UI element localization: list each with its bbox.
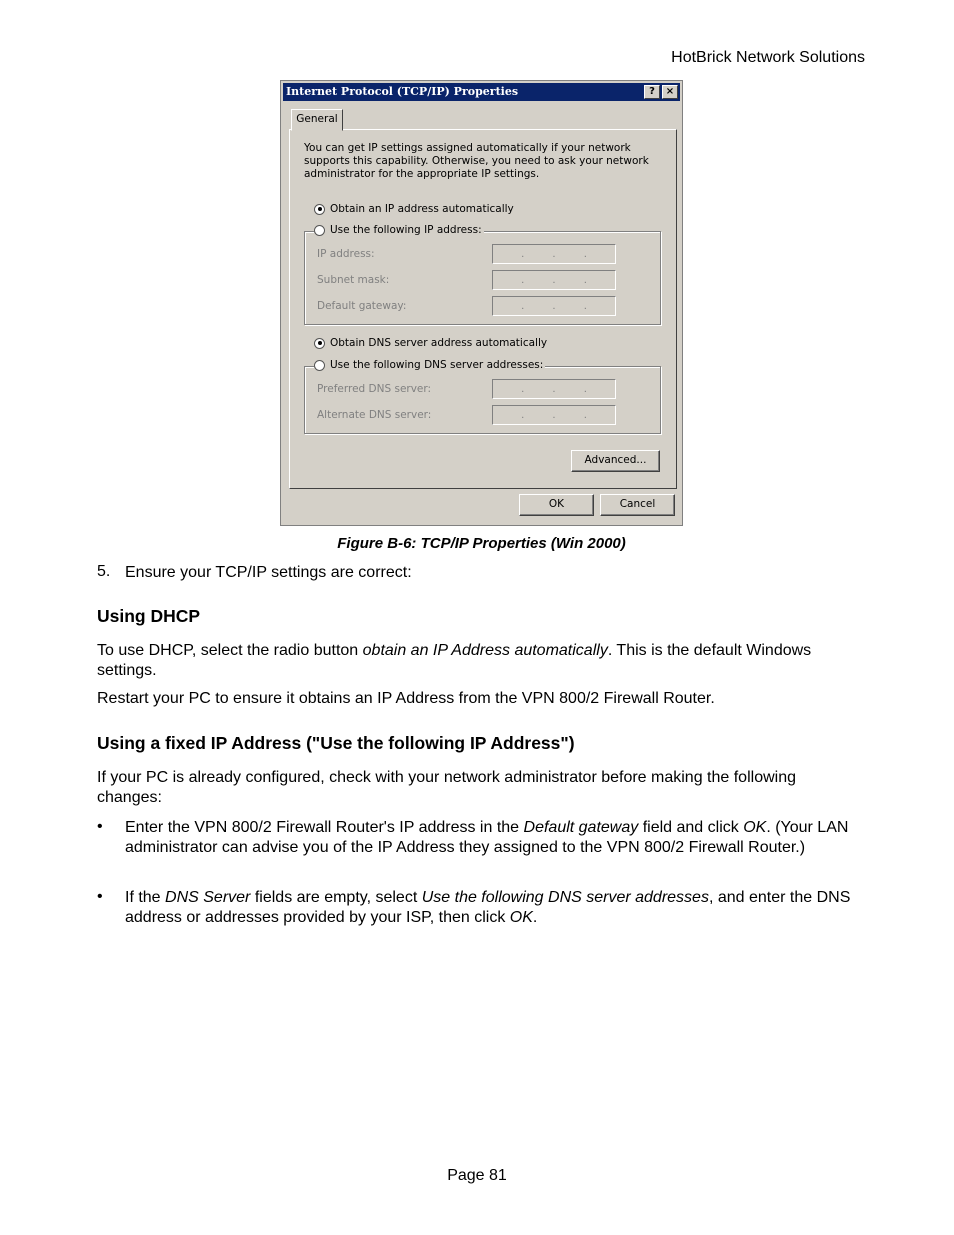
ip-dot: . bbox=[521, 300, 525, 312]
bullet-icon: • bbox=[97, 888, 103, 905]
bullet-icon: • bbox=[97, 818, 103, 835]
subnet-mask-row bbox=[317, 270, 637, 290]
running-header: HotBrick Network Solutions bbox=[671, 49, 865, 66]
emphasis: DNS Server bbox=[165, 889, 251, 906]
ip-address-row bbox=[317, 244, 637, 264]
ip-dot: . bbox=[583, 409, 587, 421]
text-run: . (Your LAN administrator can advise you of the IP Address they assigned to the VPN 800/2 Firewall Router.) bbox=[125, 819, 849, 856]
ip-dot: . bbox=[583, 274, 587, 286]
ip-address-label: IP address: bbox=[317, 248, 375, 260]
text-run: To use DHCP, select the radio button bbox=[97, 642, 363, 659]
default-gateway-field[interactable] bbox=[492, 296, 616, 316]
tcpip-properties-dialog bbox=[280, 80, 683, 526]
radio-unselected-icon bbox=[314, 225, 325, 236]
preferred-dns-row bbox=[317, 379, 637, 399]
subnet-mask-field[interactable] bbox=[492, 270, 616, 290]
text-run: fields are empty, select bbox=[250, 889, 422, 906]
alternate-dns-label: Alternate DNS server: bbox=[317, 409, 432, 421]
step-number: 5. bbox=[97, 563, 111, 580]
fixed-ip-intro: If your PC is already configured, check with your network administrator before making the following changes: bbox=[97, 769, 796, 806]
ip-dot: . bbox=[521, 274, 525, 286]
default-gateway-label: Default gateway: bbox=[317, 300, 407, 312]
radio-unselected-icon bbox=[314, 360, 325, 371]
dialog-description: You can get IP settings assigned automatically if your network supports this capability. Otherwise, you need to ask your network administrator for the appropriate IP settings. bbox=[304, 142, 649, 180]
text-run: . This is the default Windows settings. bbox=[97, 642, 812, 679]
dhcp-heading: Using DHCP bbox=[97, 606, 201, 626]
subnet-mask-label: Subnet mask: bbox=[317, 274, 390, 286]
preferred-dns-field[interactable] bbox=[492, 379, 616, 399]
radio-use-dns[interactable] bbox=[314, 359, 545, 371]
emphasis: Use the following DNS server addresses bbox=[421, 889, 709, 906]
text-run: Enter the VPN 800/2 Firewall Router's IP address in the bbox=[125, 819, 524, 836]
ok-button[interactable]: OK bbox=[519, 494, 594, 516]
ip-dot: . bbox=[521, 409, 525, 421]
ip-dot: . bbox=[552, 383, 556, 395]
step-text: Ensure your TCP/IP settings are correct: bbox=[125, 564, 412, 581]
ip-dot: . bbox=[552, 409, 556, 421]
fixed-ip-heading: Using a fixed IP Address ("Use the following IP Address") bbox=[97, 733, 575, 753]
radio-obtain-ip-label: Obtain an IP address automatically bbox=[330, 203, 514, 215]
radio-use-ip[interactable] bbox=[314, 224, 484, 236]
text-run: . bbox=[532, 909, 538, 926]
radio-obtain-ip[interactable] bbox=[314, 203, 514, 215]
dhcp-paragraph-2: Restart your PC to ensure it obtains an IP Address from the VPN 800/2 Firewall Router. bbox=[97, 690, 715, 707]
ip-dot: . bbox=[521, 248, 525, 260]
cancel-button[interactable]: Cancel bbox=[600, 494, 675, 516]
radio-obtain-dns-label: Obtain DNS server address automatically bbox=[330, 337, 548, 349]
dialog-titlebar bbox=[283, 83, 680, 101]
dhcp-paragraph-1 bbox=[97, 641, 817, 681]
bullet-item-gateway bbox=[125, 818, 870, 858]
ip-address-field[interactable] bbox=[492, 244, 616, 264]
ip-dot: . bbox=[552, 274, 556, 286]
emphasis: OK bbox=[743, 819, 767, 836]
ip-dot: . bbox=[552, 248, 556, 260]
emphasis: Default gateway bbox=[523, 819, 639, 836]
radio-use-dns-label: Use the following DNS server addresses: bbox=[330, 359, 544, 371]
default-gateway-row bbox=[317, 296, 637, 316]
ip-dot: . bbox=[583, 383, 587, 395]
figure-caption: Figure B-6: TCP/IP Properties (Win 2000) bbox=[337, 535, 626, 552]
advanced-button[interactable]: Advanced... bbox=[571, 450, 660, 472]
alternate-dns-field[interactable] bbox=[492, 405, 616, 425]
radio-obtain-dns[interactable] bbox=[314, 337, 547, 349]
emphasis: OK bbox=[509, 909, 533, 926]
text-run: If the bbox=[125, 889, 166, 906]
preferred-dns-label: Preferred DNS server: bbox=[317, 383, 432, 395]
emphasis: obtain an IP Address automatically bbox=[362, 642, 608, 659]
ip-dot: . bbox=[583, 248, 587, 260]
ip-dot: . bbox=[583, 300, 587, 312]
alternate-dns-row bbox=[317, 405, 637, 425]
radio-use-ip-label: Use the following IP address: bbox=[330, 224, 482, 236]
radio-selected-icon bbox=[314, 204, 325, 215]
help-icon[interactable]: ? bbox=[644, 85, 660, 99]
ip-dot: . bbox=[552, 300, 556, 312]
text-run: field and click bbox=[638, 819, 744, 836]
page-number: Page 81 bbox=[447, 1167, 507, 1184]
radio-selected-icon bbox=[314, 338, 325, 349]
text-run: , and enter the DNS address or addresses provided by your ISP, then click bbox=[125, 889, 851, 926]
ip-dot: . bbox=[521, 383, 525, 395]
bullet-item-dns bbox=[125, 888, 870, 928]
dialog-title: Internet Protocol (TCP/IP) Properties bbox=[286, 85, 519, 98]
tab-general[interactable]: General bbox=[291, 109, 343, 131]
close-icon[interactable]: × bbox=[662, 85, 678, 99]
